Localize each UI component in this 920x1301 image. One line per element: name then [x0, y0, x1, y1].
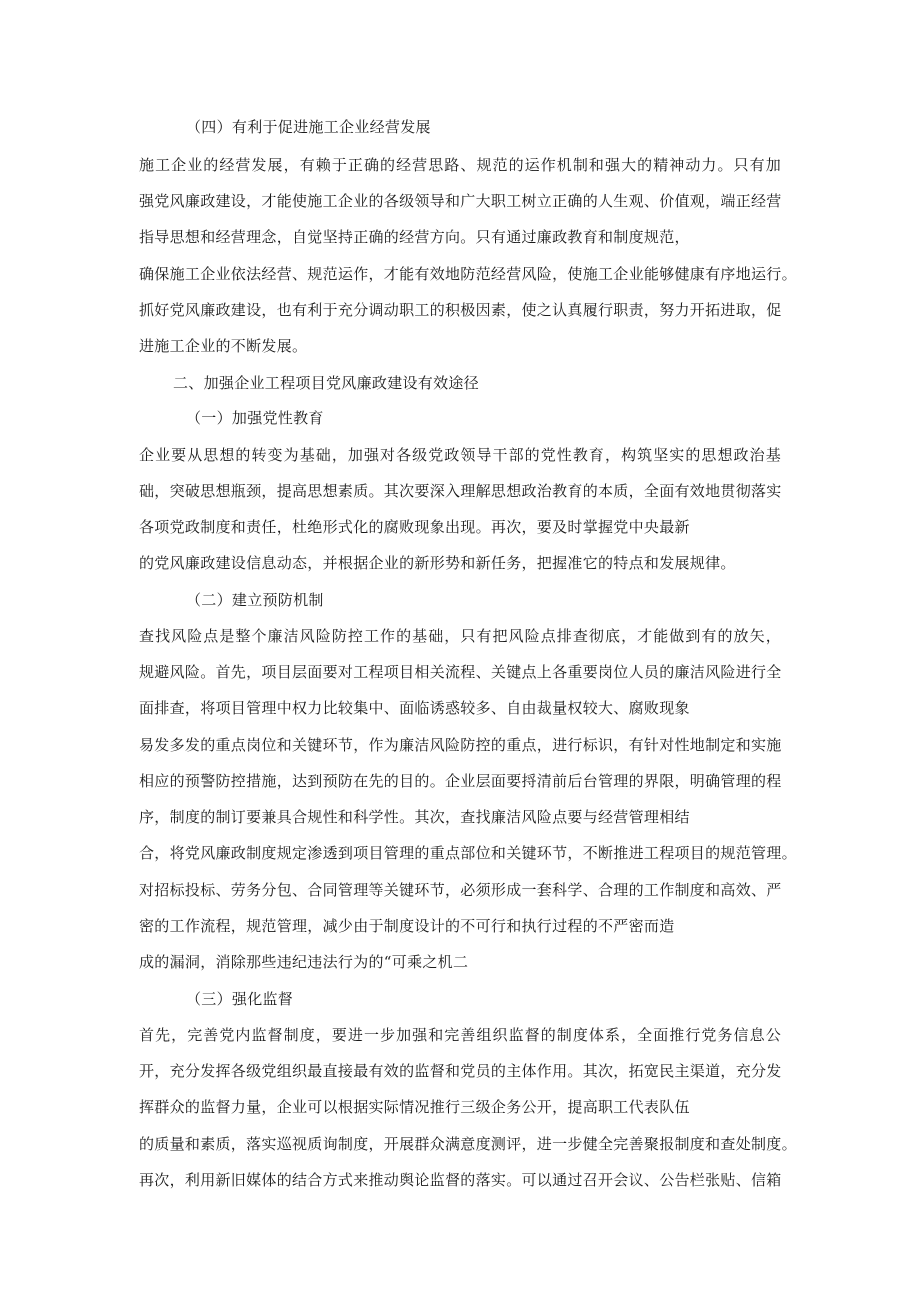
paragraph-line: 密的工作流程，规范管理，减少由于制度设计的不可行和执行过程的不严密而造	[139, 917, 675, 935]
paragraph-line: 强党风廉政建设，才能使施工企业的各级领导和广大职工树立正确的人生观、价值观，端正经营	[139, 192, 782, 210]
paragraph-line: 合，将党风廉政制度规定渗透到项目管理的重点部位和关键环节，不断推进工程项目的规范管理。	[139, 844, 797, 862]
paragraph-line: 规避风险。首先，项目层面要对工程项目相关流程、关键点上各重要岗位人员的廉洁风险进行全	[139, 663, 782, 681]
paragraph-line: 开，充分发挥各级党组织最直接最有效的监督和党员的主体作用。其次，拓宽民主渠道，充分发	[139, 1062, 782, 1080]
paragraph-line: 易发多发的重点岗位和关键环节，作为廉洁风险防控的重点，进行标识，有针对性地制定和实施	[139, 736, 782, 754]
heading-section-2: （二）建立预防机制	[186, 591, 324, 609]
paragraph-line: 再次，利用新旧媒体的结合方式来推动舆论监督的落实。可以通过召开会议、公告栏张贴、信箱	[139, 1171, 782, 1189]
paragraph-line: 首先，完善党内监督制度，要进一步加强和完善组织监督的制度体系，全面推行党务信息公	[139, 1026, 781, 1044]
paragraph-line: 指导思想和经营理念，自觉坚持正确的经营方向。只有通过廉政教育和制度规范，	[139, 228, 690, 246]
paragraph-line: 成的漏洞，消除那些违纪违法行为的“可乘之机二	[139, 953, 469, 971]
heading-section-4: （四）有利于促进施工企业经营发展	[186, 118, 431, 136]
paragraph-line: 相应的预警防控措施，达到预防在先的目的。企业层面要捋清前后台管理的界限，明确管理的程	[139, 772, 782, 790]
paragraph-line: 序，制度的制订要兼具合规性和科学性。其次，查找廉洁风险点要与经营管理相结	[139, 808, 690, 826]
heading-section-1: （一）加强党性教育	[186, 409, 324, 427]
paragraph-line: 的质量和素质，落实巡视质询制度，开展群众满意度测评，进一步健全完善聚报制度和查处制度。	[139, 1135, 797, 1153]
heading-part-2: 二、加强企业工程项目党风廉政建设有效途径	[173, 374, 480, 392]
paragraph-line: 面排查，将项目管理中权力比较集中、面临诱惑较多、自由裁量权较大、腐败现象	[139, 699, 690, 717]
paragraph-line: 础，突破思想瓶颈，提高思想素质。其次要深入理解思想政治教育的本质，全面有效地贯彻落实	[139, 482, 782, 500]
paragraph-line: 企业要从思想的转变为基础，加强对各级党政领导干部的党性教育，构筑坚实的思想政治基	[139, 446, 781, 464]
paragraph-line: 查找风险点是整个廉洁风险防控工作的基础，只有把风险点排查彻底，才能做到有的放矢，	[139, 627, 781, 645]
paragraph-line: 的党风廉政建设信息动态，并根据企业的新形势和新任务，把握准它的特点和发展规律。	[139, 554, 736, 572]
paragraph-line: 进施工企业的不断发展。	[139, 337, 308, 355]
paragraph-line: 抓好党风廉政建设，也有利于充分调动职工的积极因素，使之认真履行职责，努力开拓进取，促	[139, 301, 782, 319]
paragraph-line: 施工企业的经营发展，有赖于正确的经营思路、规范的运作机制和强大的精神动力。只有加	[139, 156, 781, 174]
heading-section-3: （三）强化监督	[186, 990, 294, 1008]
paragraph-line: 对招标投标、劳务分包、合同管理等关键环节，必须形成一套科学、合理的工作制度和高效、严	[139, 881, 782, 899]
paragraph-line: 各项党政制度和责任，杜绝形式化的腐败现象出现。再次，要及时掌握党中央最新	[139, 518, 690, 536]
paragraph-line: 挥群众的监督力量，企业可以根据实际情况推行三级企务公开，提高职工代表队伍	[139, 1098, 690, 1116]
paragraph-line: 确保施工企业依法经营、规范运作，才能有效地防范经营风险，使施工企业能够健康有序地运行。	[139, 265, 797, 283]
